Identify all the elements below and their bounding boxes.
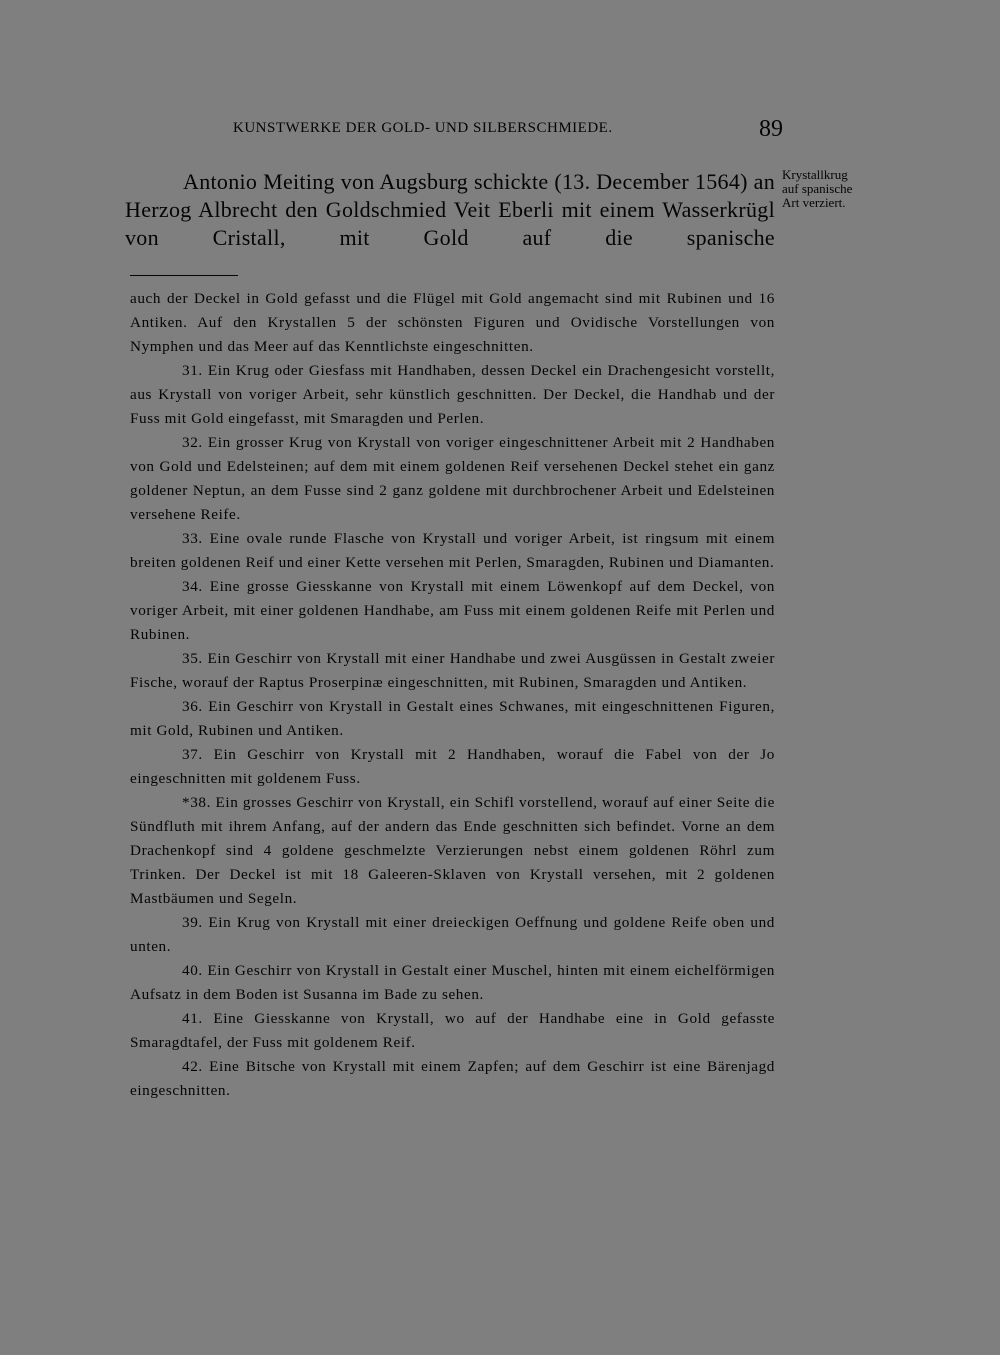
footnote-item-42: 42. Eine Bitsche von Krystall mit einem Zapfen; auf dem Geschirr ist eine Bärenjagd eingeschnitten. xyxy=(130,1058,775,1099)
intro-paragraph: Antonio Meiting von Augsburg schickte (13. December 1564) an Herzog Albrecht den Goldschmied Veit Eberli mit einem Wasserkrügl von Cristall, mit Gold auf die spanische xyxy=(125,169,775,250)
footnote-item-39: 39. Ein Krug von Krystall mit einer dreieckigen Oeffnung und goldene Reife oben und unten. xyxy=(130,914,775,955)
footnote-item-33: 33. Eine ovale runde Flasche von Krystall und voriger Arbeit, ist ringsum mit einem breiten goldenen Reif und einer Kette versehen mit Perlen, Smaragden, Rubinen und Diamanten. xyxy=(130,530,775,571)
running-header xyxy=(233,116,783,150)
margin-note xyxy=(782,168,892,210)
footnote-item-34: 34. Eine grosse Giesskanne von Krystall mit einem Löwenkopf auf dem Deckel, von voriger Arbeit, mit einer goldenen Handhabe, am Fuss mit einem goldenen Reife mit Perlen und Rubinen. xyxy=(130,578,775,643)
footnote-item-35: 35. Ein Geschirr von Krystall mit einer Handhabe und zwei Ausgüssen in Gestalt zweier Fische, worauf der Raptus Proserpinæ eingeschnitten, mit Rubinen, Smaragden und Antiken. xyxy=(130,650,775,691)
margin-note-line: Krystallkrug xyxy=(782,167,848,182)
footnote-paragraph: auch der Deckel in Gold gefasst und die Flügel mit Gold angemacht sind mit Rubinen und 16 Antiken. Auf den Krystallen 5 der schönsten Figuren und Ovidische Vorstellungen von Nymphen und das Meer auf das Kenntlichste eingeschnitten. xyxy=(130,290,775,355)
footnote-item-37: 37. Ein Geschirr von Krystall mit 2 Handhaben, worauf die Fabel von der Jo eingeschnitten mit goldenem Fuss. xyxy=(130,746,775,787)
margin-note-line: auf spanische xyxy=(782,181,853,196)
margin-note-line: Art verziert. xyxy=(782,195,846,210)
footnote-item-38: *38. Ein grosses Geschirr von Krystall, ein Schifl vorstellend, worauf auf einer Seite die Sündfluth mit ihrem Anfang, auf der andern das Ende geschnitten sich befindet. Vorne an dem Drachenkopf sind 4 goldene geschmelzte Verzierungen nebst einem goldenen Röhrl zum Trinken. Der Deckel ist mit 18 Galeeren-Sklaven von Krystall versehen, mit 2 goldenen Mastbäumen und Segeln. xyxy=(130,794,775,907)
footnote-item-36: 36. Ein Geschirr von Krystall in Gestalt eines Schwanes, mit eingeschnittenen Figuren, mit Gold, Rubinen und Antiken. xyxy=(130,698,775,739)
footnote-list xyxy=(130,287,775,1103)
footnote-divider xyxy=(130,275,238,276)
intro-text xyxy=(125,168,775,252)
footnote-item-31: 31. Ein Krug oder Giesfass mit Handhaben, dessen Deckel ein Drachengesicht vorstellt, aus Krystall von voriger Arbeit, sehr künstlich geschnitten. Der Deckel, die Handhab und der Fuss mit Gold eingefasst, mit Smaragden und Perlen. xyxy=(130,362,775,427)
footnote-item-32: 32. Ein grosser Krug von Krystall von voriger eingeschnittener Arbeit mit 2 Handhaben von Gold und Edelsteinen; auf dem mit einem goldenen Reif versehenen Deckel stehet ein ganz goldener Neptun, an dem Fusse sind 2 ganz goldene mit durchbrochener Arbeit und Edelsteinen versehene Reife. xyxy=(130,434,775,523)
footnote-item-40: 40. Ein Geschirr von Krystall in Gestalt einer Muschel, hinten mit einem eichelförmigen Aufsatz in dem Boden ist Susanna im Bade zu sehen. xyxy=(130,962,775,1003)
page-number: 89 xyxy=(759,116,783,142)
header-title: KUNSTWERKE DER GOLD- UND SILBERSCHMIEDE. xyxy=(233,120,613,136)
footnote-item-41: 41. Eine Giesskanne von Krystall, wo auf der Handhabe eine in Gold gefasste Smaragdtafel, der Fuss mit goldenem Reif. xyxy=(130,1010,775,1051)
